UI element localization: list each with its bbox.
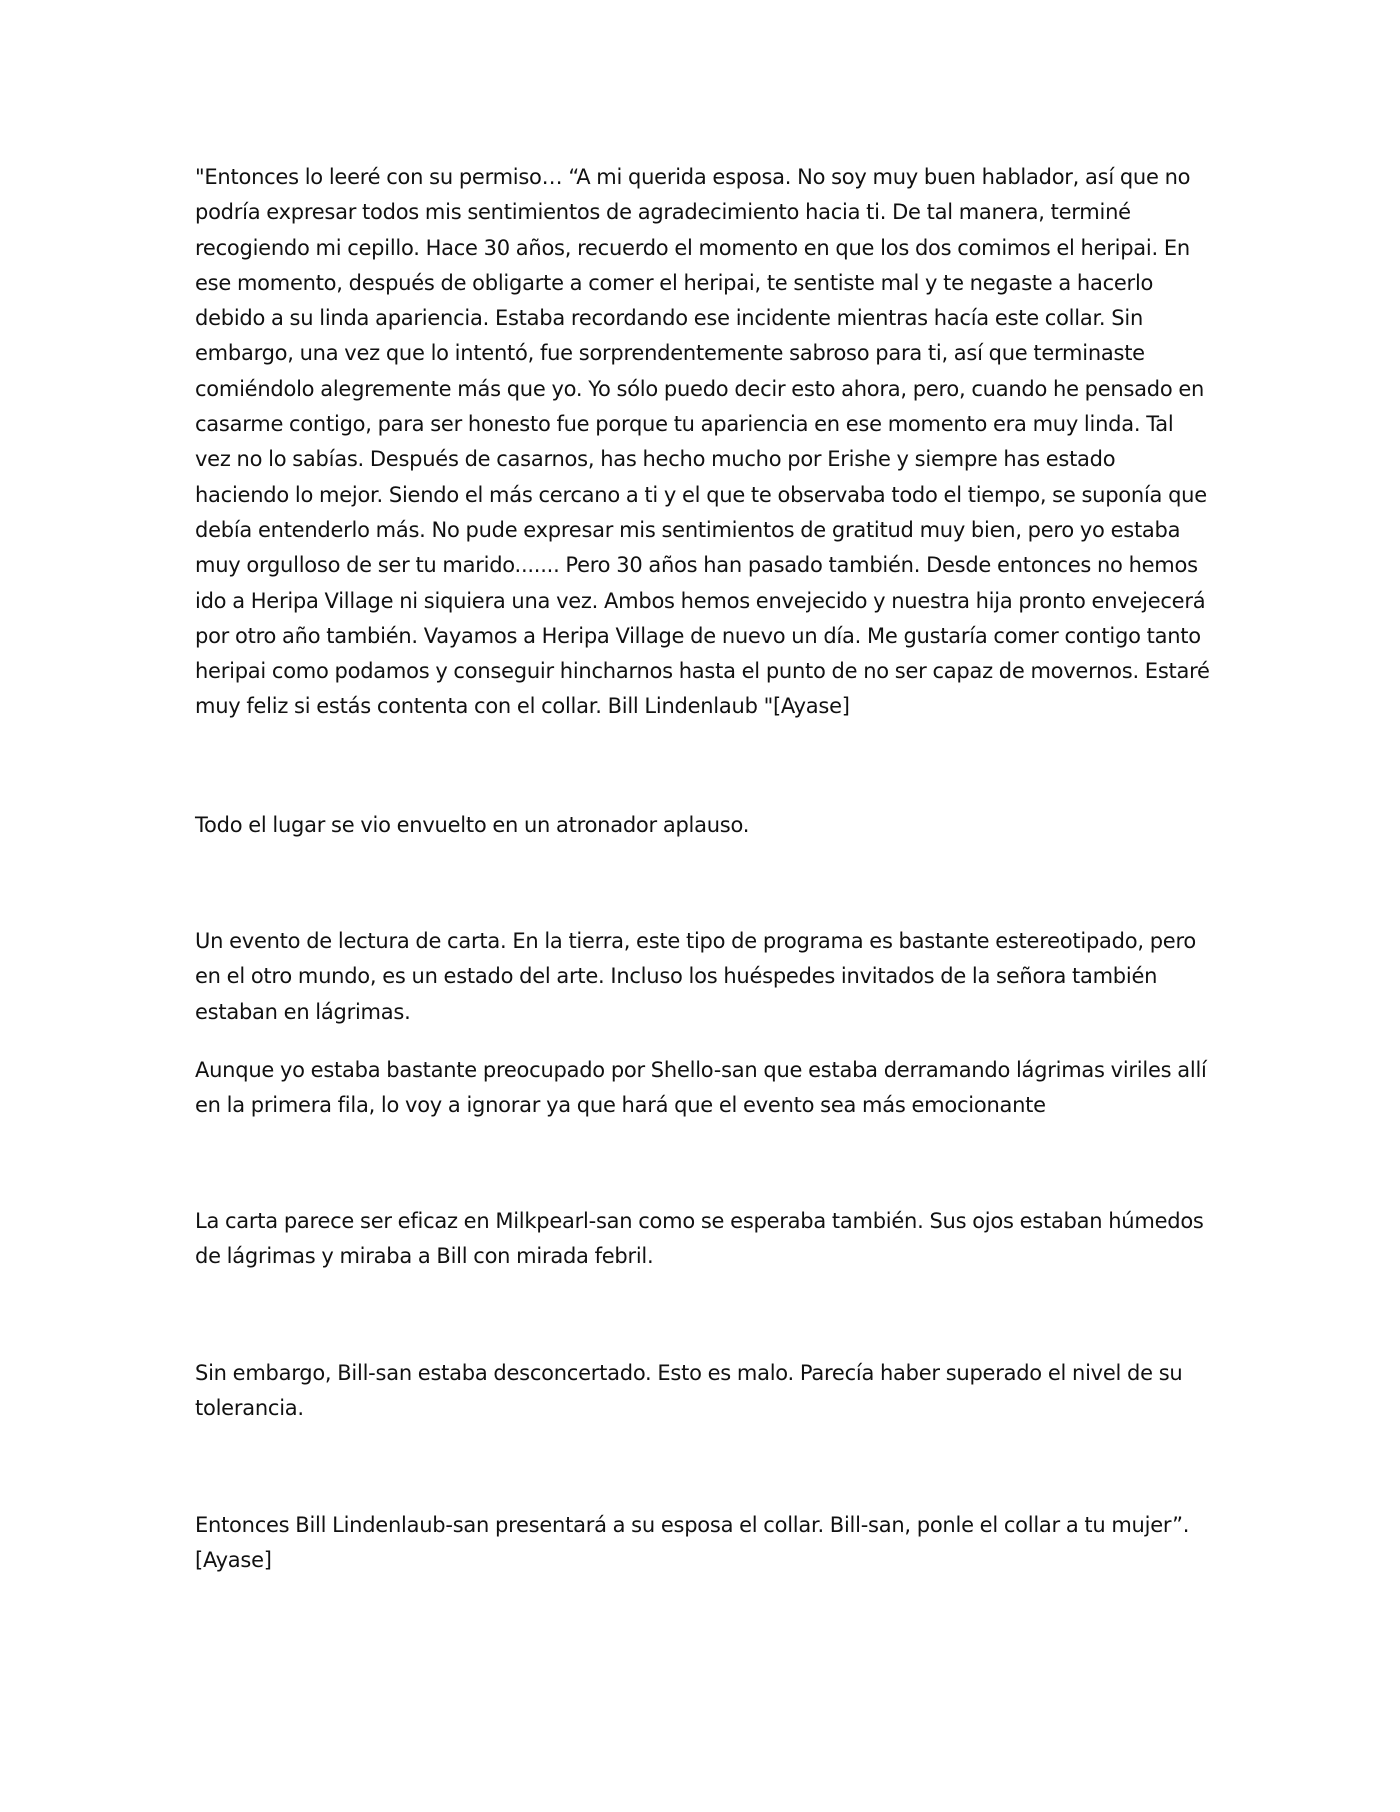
paragraph-reading-event: Un evento de lectura de carta. En la tierra, este tipo de programa es bastante estereotipado, pero en el otro mundo, es un estado del arte. Incluso los huéspedes invitados de la señora también estaban en lágrimas. bbox=[195, 929, 1196, 1024]
paragraph-necklace-presentation: Entonces Bill Lindenlaub-san presentará a su esposa el collar. Bill-san, ponle el collar a tu mujer”. [Ayase] bbox=[195, 1513, 1190, 1573]
paragraph-bill-perplexed: Sin embargo, Bill-san estaba desconcertado. Esto es malo. Parecía haber superado el nivel de su tolerancia. bbox=[195, 1361, 1183, 1421]
paragraph-milkpearl-san: La carta parece ser eficaz en Milkpearl-san como se esperaba también. Sus ojos estaban húmedos de lágrimas y miraba a Bill con mirada febril. bbox=[195, 1209, 1204, 1269]
paragraph-letter-reading: "Entonces lo leeré con su permiso… “A mi querida esposa. No soy muy buen hablador, así que no podría expresar todos mis sentimientos de agradecimiento hacia ti. De tal manera, terminé recogiendo mi cepillo. Hace 30 años, recuerdo el momento en que los dos comimos el heripai. En ese momento, después de obligarte a comer el heripai, te sentiste mal y te negaste a hacerlo debido a su linda apariencia. Estaba recordando ese incidente mientras hacía este collar. Sin embargo, una vez que lo intentó, fue sorprendentemente sabroso para ti, así que terminaste comiéndolo alegremente más que yo. Yo sólo puedo decir esto ahora, pero, cuando he pensado en casarme contigo, para ser honesto fue porque tu apariencia en ese momento era muy linda. Tal vez no lo sabías. Después de casarnos, has hecho mucho por Erishe y siempre has estado haciendo lo mejor. Siendo el más cercano a ti y el que te observaba todo el tiempo, se suponía que debía entenderlo más. No pude expresar mis sentimientos de gratitud muy bien, pero yo estaba muy orgulloso de ser tu marido....... Pero 30 años han pasado también. Desde entonces no hemos ido a Heripa Village ni siquiera una vez. Ambos hemos envejecido y nuestra hija pronto envejecerá por otro año también. Vayamos a Heripa Village de nuevo un día. Me gustaría comer contigo tanto heripai como podamos y conseguir hincharnos hasta el punto de no ser capaz de movernos. Estaré muy feliz si estás contenta con el collar. Bill Lindenlaub "[Ayase] bbox=[195, 165, 1210, 719]
paragraph-shello-san: Aunque yo estaba bastante preocupado por Shello-san que estaba derramando lágrimas viriles allí en la primera fila, lo voy a ignorar ya que hará que el evento sea más emocionante bbox=[195, 1058, 1207, 1118]
paragraph-applause: Todo el lugar se vio envuelto en un atronador aplauso. bbox=[195, 813, 750, 837]
